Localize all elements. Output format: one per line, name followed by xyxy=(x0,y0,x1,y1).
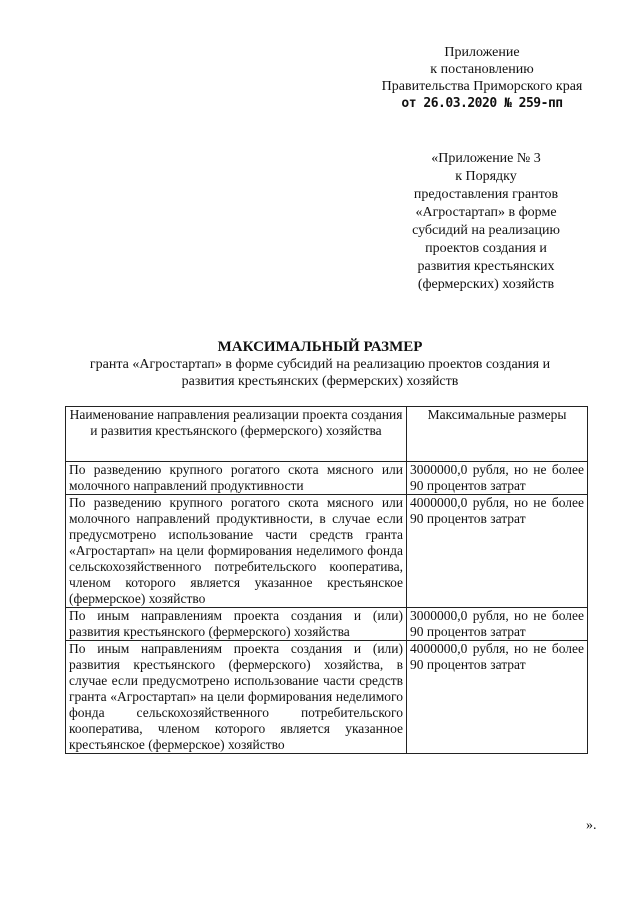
title-subtitle: гранта «Агростартап» в форме субсидий на реализацию проектов создания и xyxy=(89,357,551,372)
annex-line: «Приложение № 3 xyxy=(431,151,541,166)
max-size-cell: 4000000,0 рубля, но не более 90 процентов затрат xyxy=(407,641,588,754)
max-size-cell: 3000000,0 рубля, но не более 90 процентов затрат xyxy=(407,608,588,641)
approval-line: Приложение xyxy=(444,45,520,60)
direction-cell: По иным направлениям проекта создания и (или) развития крестьянского (фермерского) хозяйства, в случае если предусмотрено использование части средств гранта «Агростартап» на цели формирования неделимого фонда сельскохозяйственного потребительского кооператива, членом которого является указанное крестьянское (фермерское) хозяйство xyxy=(66,641,407,754)
direction-cell: По разведению крупного рогатого скота мясного или молочного направлений продуктивности, в случае если предусмотрено использование части средств гранта «Агростартап» на цели формирования неделимого фонда сельскохозяйственного потребительского кооператива, членом которого является указанное крестьянское (фермерское) хозяйство xyxy=(66,495,407,608)
resolution-date-number: от 26.03.2020 № 259-пп xyxy=(401,96,563,111)
title-subtitle: развития крестьянских (фермерских) хозяйств xyxy=(181,374,459,389)
table-row xyxy=(66,462,588,495)
closing-quote: ». xyxy=(586,818,597,833)
column-header-direction: Наименование направления реализации проекта создания и развития крестьянского (фермерского) хозяйства xyxy=(66,407,407,462)
annex-line: предоставления грантов xyxy=(413,187,559,202)
table-row xyxy=(66,641,588,754)
max-size-cell: 3000000,0 рубля, но не более 90 процентов затрат xyxy=(407,462,588,495)
annex-line: проектов создания и xyxy=(425,241,547,256)
annex-line: развития крестьянских xyxy=(417,259,555,274)
annex-line: к Порядку xyxy=(455,169,517,184)
table-row xyxy=(66,495,588,608)
annex-header xyxy=(388,150,584,294)
approval-header xyxy=(362,44,602,112)
table-row xyxy=(66,608,588,641)
approval-line: Правительства Приморского края xyxy=(381,79,583,94)
column-header-max-size: Максимальные размеры xyxy=(407,407,588,462)
annex-line: «Агростартап» в форме xyxy=(415,205,557,220)
approval-line: к постановлению xyxy=(430,62,534,77)
annex-line: субсидий на реализацию xyxy=(412,223,560,238)
direction-cell: По разведению крупного рогатого скота мясного или молочного направлений продуктивности xyxy=(66,462,407,495)
title-heading: МАКСИМАЛЬНЫЙ РАЗМЕР xyxy=(217,339,423,355)
grant-size-table xyxy=(65,406,588,754)
direction-cell: По иным направлениям проекта создания и (или) развития крестьянского (фермерского) хозяйства xyxy=(66,608,407,641)
document-title xyxy=(40,338,600,390)
annex-line: (фермерских) хозяйств xyxy=(417,277,555,292)
max-size-cell: 4000000,0 рубля, но не более 90 процентов затрат xyxy=(407,495,588,608)
table-header-row xyxy=(66,407,588,462)
